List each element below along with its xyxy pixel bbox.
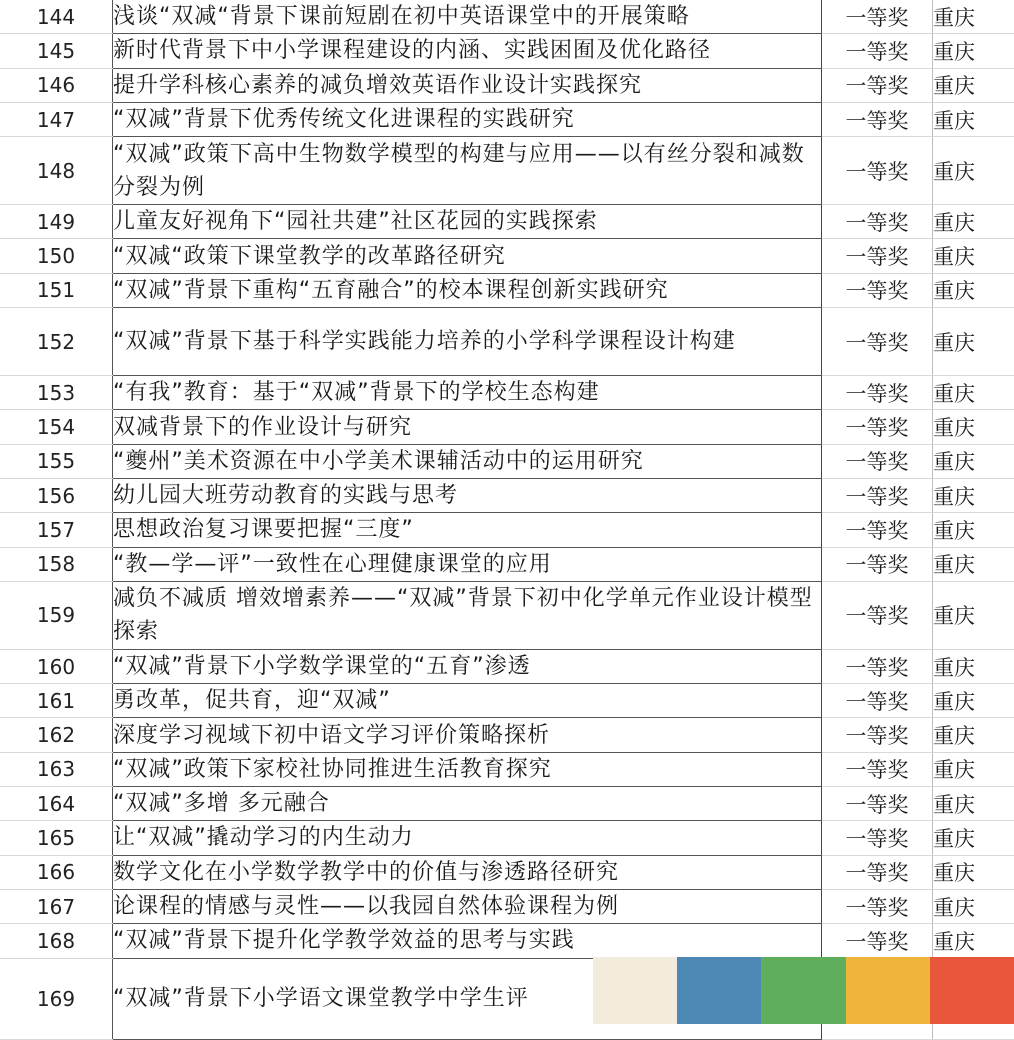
region: 重庆 — [933, 513, 1014, 547]
row-number: 166 — [0, 855, 113, 889]
paper-title[interactable]: 提升学科核心素养的减负增效英语作业设计实践探究 — [113, 68, 822, 102]
paper-title[interactable]: 数学文化在小学数学教学中的价值与渗透路径研究 — [113, 855, 822, 889]
paper-title[interactable]: “双减”多增 多元融合 — [113, 787, 822, 821]
region: 重庆 — [933, 410, 1014, 444]
region: 重庆 — [933, 821, 1014, 855]
award-level: 一等奖 — [822, 547, 933, 581]
table-row[interactable] — [0, 376, 1014, 410]
row-number: 149 — [0, 205, 113, 239]
region: 重庆 — [933, 889, 1014, 923]
award-level: 一等奖 — [822, 889, 933, 923]
row-number: 164 — [0, 787, 113, 821]
award-level: 一等奖 — [822, 718, 933, 752]
table-row[interactable] — [0, 205, 1014, 239]
award-level: 一等奖 — [822, 684, 933, 718]
table-row[interactable] — [0, 581, 1014, 649]
paper-title[interactable]: 让“双减”撬动学习的内生动力 — [113, 821, 822, 855]
color-swatch-yellow — [846, 957, 930, 1024]
table-row[interactable] — [0, 273, 1014, 307]
region: 重庆 — [933, 308, 1014, 376]
award-level: 一等奖 — [822, 752, 933, 786]
color-swatch-blue — [677, 957, 761, 1024]
award-level: 一等奖 — [822, 239, 933, 273]
color-swatch-red — [930, 957, 1014, 1024]
region: 重庆 — [933, 547, 1014, 581]
paper-title[interactable]: “双减”政策下高中生物数学模型的构建与应用——以有丝分裂和减数分裂为例 — [113, 137, 822, 205]
award-level: 一等奖 — [822, 581, 933, 649]
row-number: 161 — [0, 684, 113, 718]
row-number: 155 — [0, 444, 113, 478]
paper-title[interactable]: 幼儿园大班劳动教育的实践与思考 — [113, 478, 822, 512]
row-number: 154 — [0, 410, 113, 444]
region: 重庆 — [933, 649, 1014, 683]
table-row[interactable] — [0, 821, 1014, 855]
table-row[interactable] — [0, 0, 1014, 34]
paper-title[interactable]: “双减”背景下提升化学教学效益的思考与实践 — [113, 924, 822, 958]
table-row[interactable] — [0, 752, 1014, 786]
table-row[interactable] — [0, 889, 1014, 923]
award-level: 一等奖 — [822, 102, 933, 136]
region: 重庆 — [933, 787, 1014, 821]
row-number: 145 — [0, 34, 113, 68]
table-row[interactable] — [0, 924, 1014, 958]
award-level: 一等奖 — [822, 376, 933, 410]
award-level: 一等奖 — [822, 649, 933, 683]
award-level: 一等奖 — [822, 273, 933, 307]
paper-title[interactable]: “双减”背景下基于科学实践能力培养的小学科学课程设计构建 — [113, 308, 822, 376]
paper-title[interactable]: “双减”政策下家校社协同推进生活教育探究 — [113, 752, 822, 786]
region: 重庆 — [933, 924, 1014, 958]
paper-title[interactable]: “双减”背景下小学语文课堂教学中学生评 — [113, 958, 822, 1039]
table-row[interactable] — [0, 308, 1014, 376]
award-level: 一等奖 — [822, 924, 933, 958]
region: 重庆 — [933, 68, 1014, 102]
award-level: 一等奖 — [822, 205, 933, 239]
region: 重庆 — [933, 718, 1014, 752]
paper-title[interactable]: 勇改革，促共育，迎“双减” — [113, 684, 822, 718]
color-swatch-green — [761, 957, 845, 1024]
award-level: 一等奖 — [822, 410, 933, 444]
award-level: 一等奖 — [822, 513, 933, 547]
paper-title[interactable]: 儿童友好视角下“园社共建”社区花园的实践探索 — [113, 205, 822, 239]
region: 重庆 — [933, 0, 1014, 34]
paper-title[interactable]: “有我”教育：基于“双减”背景下的学校生态构建 — [113, 376, 822, 410]
paper-title[interactable]: “双减”背景下优秀传统文化进课程的实践研究 — [113, 102, 822, 136]
row-number: 152 — [0, 308, 113, 376]
row-number: 144 — [0, 0, 113, 34]
paper-title[interactable]: 论课程的情感与灵性——以我园自然体验课程为例 — [113, 889, 822, 923]
region: 重庆 — [933, 102, 1014, 136]
region: 重庆 — [933, 444, 1014, 478]
color-strip-overlay — [593, 957, 1014, 1024]
paper-title[interactable]: “双减“政策下课堂教学的改革路径研究 — [113, 239, 822, 273]
region: 重庆 — [933, 684, 1014, 718]
table-row[interactable] — [0, 684, 1014, 718]
region: 重庆 — [933, 752, 1014, 786]
paper-title[interactable]: “双减”背景下重构“五育融合”的校本课程创新实践研究 — [113, 273, 822, 307]
color-swatch-cream — [593, 957, 677, 1024]
region: 重庆 — [933, 376, 1014, 410]
paper-title[interactable]: “双减”背景下小学数学课堂的“五育”渗透 — [113, 649, 822, 683]
award-level: 一等奖 — [822, 34, 933, 68]
table-row[interactable] — [0, 68, 1014, 102]
region: 重庆 — [933, 581, 1014, 649]
award-level: 一等奖 — [822, 855, 933, 889]
row-number: 153 — [0, 376, 113, 410]
award-level: 一等奖 — [822, 308, 933, 376]
region: 重庆 — [933, 478, 1014, 512]
row-number: 150 — [0, 239, 113, 273]
row-number: 165 — [0, 821, 113, 855]
row-number: 158 — [0, 547, 113, 581]
paper-title[interactable]: 深度学习视域下初中语文学习评价策略探析 — [113, 718, 822, 752]
table-row[interactable] — [0, 102, 1014, 136]
row-number: 146 — [0, 68, 113, 102]
table-row[interactable] — [0, 239, 1014, 273]
table-row[interactable] — [0, 410, 1014, 444]
row-number: 147 — [0, 102, 113, 136]
paper-title[interactable]: 减负不减质 增效增素养——“双减”背景下初中化学单元作业设计模型探索 — [113, 581, 822, 649]
row-number: 163 — [0, 752, 113, 786]
row-number: 162 — [0, 718, 113, 752]
award-level: 一等奖 — [822, 787, 933, 821]
table-row[interactable] — [0, 444, 1014, 478]
award-level: 一等奖 — [822, 444, 933, 478]
row-number: 151 — [0, 273, 113, 307]
row-number: 167 — [0, 889, 113, 923]
region: 重庆 — [933, 273, 1014, 307]
table-row[interactable] — [0, 649, 1014, 683]
paper-title[interactable]: “教—学—评”一致性在心理健康课堂的应用 — [113, 547, 822, 581]
table-row[interactable] — [0, 513, 1014, 547]
award-level: 一等奖 — [822, 68, 933, 102]
table-row[interactable] — [0, 547, 1014, 581]
row-number: 148 — [0, 137, 113, 205]
paper-title[interactable]: 新时代背景下中小学课程建设的内涵、实践困囿及优化路径 — [113, 34, 822, 68]
region: 重庆 — [933, 855, 1014, 889]
award-level: 一等奖 — [822, 137, 933, 205]
award-level: 一等奖 — [822, 478, 933, 512]
row-number: 160 — [0, 649, 113, 683]
paper-title[interactable]: 浅谈“双减“背景下课前短剧在初中英语课堂中的开展策略 — [113, 0, 822, 34]
table-row[interactable] — [0, 137, 1014, 205]
table-row[interactable] — [0, 718, 1014, 752]
table-row[interactable] — [0, 478, 1014, 512]
region: 重庆 — [933, 137, 1014, 205]
row-number: 156 — [0, 478, 113, 512]
table-row[interactable] — [0, 855, 1014, 889]
award-level: 一等奖 — [822, 821, 933, 855]
paper-title[interactable]: 双减背景下的作业设计与研究 — [113, 410, 822, 444]
row-number: 168 — [0, 924, 113, 958]
region: 重庆 — [933, 239, 1014, 273]
table-row[interactable] — [0, 787, 1014, 821]
region: 重庆 — [933, 34, 1014, 68]
row-number: 159 — [0, 581, 113, 649]
paper-title[interactable]: “夔州”美术资源在中小学美术课辅活动中的运用研究 — [113, 444, 822, 478]
region: 重庆 — [933, 205, 1014, 239]
table-row[interactable] — [0, 34, 1014, 68]
row-number: 157 — [0, 513, 113, 547]
paper-title[interactable]: 思想政治复习课要把握“三度” — [113, 513, 822, 547]
row-number: 169 — [0, 958, 113, 1039]
award-level: 一等奖 — [822, 0, 933, 34]
